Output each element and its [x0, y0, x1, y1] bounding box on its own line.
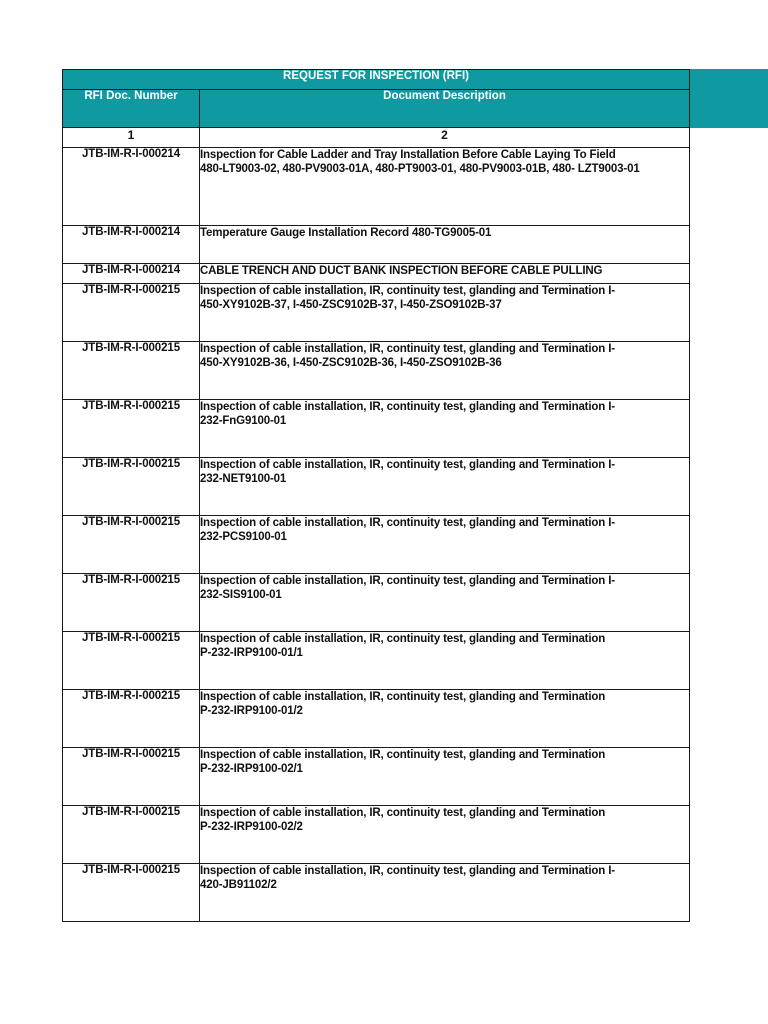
table-row — [63, 690, 690, 748]
rfi-description — [200, 148, 690, 226]
rfi-doc-number: JTB-IM-R-I-000214 — [63, 264, 200, 284]
description-line: 450-XY9102B-36, I-450-ZSC9102B-36, I-450-ZSO9102B-36 — [200, 357, 502, 369]
rfi-doc-number: JTB-IM-R-I-000215 — [63, 574, 200, 632]
description-line: Inspection of cable installation, IR, continuity test, glanding and Termination I- — [200, 517, 615, 529]
rfi-doc-number: JTB-IM-R-I-000214 — [63, 148, 200, 226]
rfi-description — [200, 342, 690, 400]
description-line: Inspection of cable installation, IR, continuity test, glanding and Termination I- — [200, 575, 615, 587]
description-line: Inspection of cable installation, IR, continuity test, glanding and Termination I- — [200, 285, 615, 297]
rfi-description — [200, 574, 690, 632]
column-number-1: 1 — [63, 128, 200, 148]
rfi-doc-number: JTB-IM-R-I-000215 — [63, 342, 200, 400]
description-line: 232-SIS9100-01 — [200, 589, 282, 601]
description-line: Inspection of cable installation, IR, continuity test, glanding and Termination — [200, 691, 606, 703]
description-line: P-232-IRP9100-02/2 — [200, 821, 303, 833]
table-row — [63, 632, 690, 690]
column-header-doc-number: RFI Doc. Number — [63, 90, 200, 128]
description-line: Temperature Gauge Installation Record 480-TG9005-01 — [200, 227, 492, 239]
table-row — [63, 458, 690, 516]
rfi-description — [200, 458, 690, 516]
rfi-doc-number: JTB-IM-R-I-000215 — [63, 400, 200, 458]
description-line: 480-LT9003-02, 480-PV9003-01A, 480-PT9003-01, 480-PV9003-01B, 480- LZT9003-01 — [200, 163, 640, 175]
description-line: Inspection of cable installation, IR, continuity test, glanding and Termination I- — [200, 343, 615, 355]
rfi-doc-number: JTB-IM-R-I-000215 — [63, 458, 200, 516]
rfi-doc-number: JTB-IM-R-I-000214 — [63, 226, 200, 264]
rfi-doc-number: JTB-IM-R-I-000215 — [63, 748, 200, 806]
description-line: Inspection of cable installation, IR, continuity test, glanding and Termination — [200, 633, 606, 645]
rfi-description — [200, 864, 690, 922]
description-line: 232-FnG9100-01 — [200, 415, 287, 427]
header-accent-block — [689, 69, 768, 128]
table-title-row — [63, 70, 690, 90]
rfi-doc-number: JTB-IM-R-I-000215 — [63, 516, 200, 574]
rfi-description — [200, 226, 690, 264]
table-row — [63, 864, 690, 922]
rfi-description — [200, 516, 690, 574]
table-row — [63, 284, 690, 342]
description-line: Inspection for Cable Ladder and Tray Installation Before Cable Laying To Field — [200, 149, 616, 161]
rfi-doc-number: JTB-IM-R-I-000215 — [63, 690, 200, 748]
column-header-description: Document Description — [200, 90, 690, 128]
rfi-description — [200, 690, 690, 748]
rfi-description — [200, 748, 690, 806]
description-line: Inspection of cable installation, IR, continuity test, glanding and Termination — [200, 749, 606, 761]
column-number-2: 2 — [200, 128, 690, 148]
rfi-description — [200, 400, 690, 458]
rfi-table — [62, 69, 690, 922]
description-line: P-232-IRP9100-01/2 — [200, 705, 303, 717]
rfi-description — [200, 264, 690, 284]
description-line: Inspection of cable installation, IR, continuity test, glanding and Termination I- — [200, 865, 615, 877]
table-row — [63, 748, 690, 806]
table-row — [63, 226, 690, 264]
description-line: P-232-IRP9100-01/1 — [200, 647, 303, 659]
table-row — [63, 516, 690, 574]
table-row — [63, 264, 690, 284]
description-line: P-232-IRP9100-02/1 — [200, 763, 303, 775]
column-header-row — [63, 90, 690, 128]
rfi-doc-number: JTB-IM-R-I-000215 — [63, 864, 200, 922]
description-line: CABLE TRENCH AND DUCT BANK INSPECTION BEFORE CABLE PULLING — [200, 265, 603, 277]
description-line: Inspection of cable installation, IR, continuity test, glanding and Termination I- — [200, 459, 615, 471]
rfi-doc-number: JTB-IM-R-I-000215 — [63, 284, 200, 342]
rfi-description — [200, 632, 690, 690]
rfi-doc-number: JTB-IM-R-I-000215 — [63, 632, 200, 690]
rfi-description — [200, 806, 690, 864]
description-line: Inspection of cable installation, IR, continuity test, glanding and Termination I- — [200, 401, 615, 413]
table-row — [63, 806, 690, 864]
description-line: 420-JB91102/2 — [200, 879, 277, 891]
table-title: REQUEST FOR INSPECTION (RFI) — [63, 70, 690, 90]
description-line: Inspection of cable installation, IR, continuity test, glanding and Termination — [200, 807, 606, 819]
table-row — [63, 342, 690, 400]
description-line: 232-PCS9100-01 — [200, 531, 287, 543]
column-number-row — [63, 128, 690, 148]
table-row — [63, 148, 690, 226]
table-row — [63, 400, 690, 458]
rfi-doc-number: JTB-IM-R-I-000215 — [63, 806, 200, 864]
description-line: 450-XY9102B-37, I-450-ZSC9102B-37, I-450-ZSO9102B-37 — [200, 299, 502, 311]
rfi-description — [200, 284, 690, 342]
description-line: 232-NET9100-01 — [200, 473, 287, 485]
table-row — [63, 574, 690, 632]
